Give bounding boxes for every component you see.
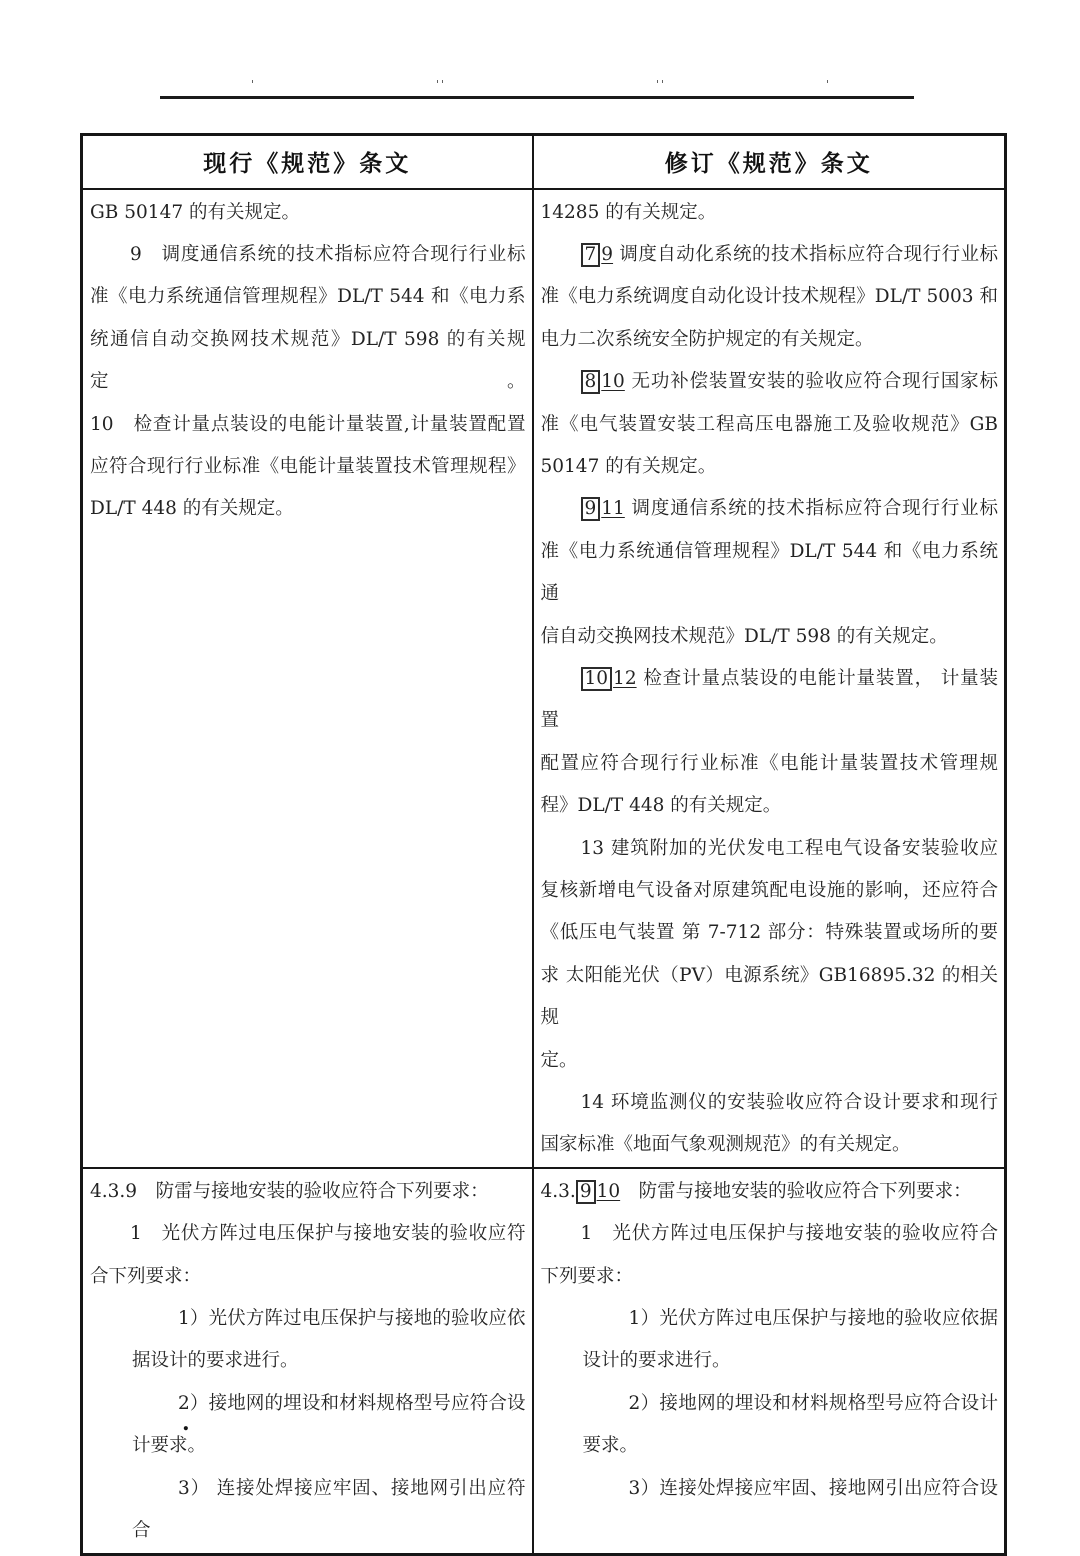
text-line bbox=[90, 404, 526, 446]
text-run: 准《电力系统调度自动化设计技术规程》DL/T 5003 和 bbox=[540, 286, 998, 308]
cell-current-clause-row2 bbox=[82, 1168, 533, 1554]
text-run: 50147 的有关规定。 bbox=[540, 455, 717, 477]
stray-mark: '' bbox=[436, 78, 447, 91]
text-line bbox=[541, 1124, 999, 1166]
text-line bbox=[541, 955, 999, 1040]
text-line bbox=[90, 319, 526, 404]
text-run: 10 检查计量点装设的电能计量装置,计量装置配置 bbox=[90, 413, 526, 435]
text-run: 程》DL/T 448 的有关规定。 bbox=[540, 795, 782, 817]
text-line bbox=[132, 1340, 526, 1382]
text-run: 3） 连接处焊接应牢固、接地网引出应符合 bbox=[132, 1477, 526, 1542]
text-run: 信自动交换网技术规范》DL/T 598 的有关规定。 bbox=[540, 625, 948, 647]
text-line bbox=[132, 1425, 526, 1467]
text-line bbox=[90, 1213, 526, 1255]
text-line bbox=[90, 234, 526, 276]
text-line bbox=[583, 1425, 999, 1467]
text-line bbox=[541, 785, 999, 827]
text-line bbox=[90, 1256, 526, 1298]
text-line bbox=[541, 1082, 999, 1124]
text-line bbox=[541, 319, 999, 361]
text-line bbox=[583, 1468, 999, 1510]
text-line bbox=[541, 828, 999, 870]
text-line bbox=[541, 404, 999, 446]
inserted-clause-number: 12 bbox=[613, 667, 637, 689]
text-run: 调度自动化系统的技术指标应符合现行行业标 bbox=[613, 243, 998, 265]
text-line bbox=[583, 1383, 999, 1425]
text-line bbox=[541, 616, 999, 658]
table-row bbox=[82, 1168, 1006, 1554]
text-line bbox=[132, 1468, 526, 1553]
text-line bbox=[132, 1383, 526, 1425]
text-run: 检查计量点装设的电能计量装置， 计量装置 bbox=[540, 667, 998, 732]
stray-mark: ' bbox=[826, 78, 832, 91]
text-run: 电力二次系统安全防护规定的有关规定。 bbox=[540, 328, 874, 350]
cell-current-clause-row1 bbox=[82, 189, 533, 1168]
text-line bbox=[541, 1256, 999, 1298]
text-run: 3）连接处焊接应牢固、接地网引出应符合设 bbox=[628, 1477, 998, 1499]
text-run: DL/T 448 的有关规定。 bbox=[90, 498, 294, 520]
text-line bbox=[541, 192, 999, 234]
column-header-revised-clause: 修订《规范》条文 bbox=[533, 135, 1006, 189]
inserted-clause-number: 9 bbox=[601, 243, 614, 265]
text-run: 复核新增电气设备对原建筑配电设施的影响，还应符合 bbox=[540, 880, 998, 901]
text-run: 配置应符合现行行业标准《电能计量装置技术管理规 bbox=[540, 752, 998, 774]
text-run: 14 环境监测仪的安装验收应符合设计要求和现行 bbox=[580, 1092, 998, 1114]
text-run: 14285 的有关规定。 bbox=[540, 201, 717, 223]
stray-mark: '' bbox=[656, 78, 667, 91]
text-run: 1 光伏方阵过电压保护与接地安装的验收应符合 bbox=[580, 1223, 998, 1245]
column-header-current-clause: 现行《规范》条文 bbox=[82, 135, 533, 189]
text-run: 求 太阳能光伏（PV）电源系统》GB16895.32 的相关规 bbox=[540, 964, 998, 1029]
text-line bbox=[90, 276, 526, 318]
text-line bbox=[90, 446, 526, 488]
text-run: 统通信自动交换网技术规范》DL/T 598 的有关规定。 bbox=[90, 328, 526, 393]
text-line bbox=[583, 1340, 999, 1382]
text-run: 2）接地网的埋设和材料规格型号应符合设 bbox=[178, 1392, 526, 1414]
text-run: 设计的要求进行。 bbox=[582, 1350, 731, 1372]
text-run: 计要求。 bbox=[132, 1435, 207, 1457]
stray-dot: . bbox=[182, 1410, 190, 1436]
cell-revised-clause-row1 bbox=[533, 189, 1006, 1168]
text-run: 应符合现行行业标准《电能计量装置技术管理规程》 bbox=[90, 455, 526, 477]
text-run: 据设计的要求进行。 bbox=[132, 1350, 299, 1372]
text-run: 准《电力系统通信管理规程》DL/T 544 和《电力系 bbox=[90, 286, 526, 308]
text-run: GB 50147 的有关规定。 bbox=[90, 201, 300, 223]
text-line bbox=[541, 488, 999, 530]
text-line bbox=[541, 1040, 999, 1082]
text-line bbox=[541, 912, 999, 954]
text-line bbox=[583, 1298, 999, 1340]
text-line bbox=[541, 276, 999, 318]
text-run: 要求。 bbox=[582, 1435, 639, 1457]
header-rule bbox=[160, 96, 914, 99]
text-run: 防雷与接地安装的验收应符合下列要求： bbox=[620, 1180, 972, 1202]
text-line bbox=[90, 488, 526, 530]
text-run: 2）接地网的埋设和材料规格型号应符合设计 bbox=[628, 1392, 998, 1414]
deleted-clause-number: 9 bbox=[581, 497, 601, 521]
text-line bbox=[541, 1213, 999, 1255]
cell-revised-clause-row2 bbox=[533, 1168, 1006, 1554]
text-line bbox=[541, 658, 999, 743]
text-run: 1）光伏方阵过电压保护与接地的验收应依 bbox=[178, 1308, 526, 1330]
text-run: 13 建筑附加的光伏发电工程电气设备安装验收应 bbox=[580, 837, 998, 859]
text-line bbox=[541, 446, 999, 488]
table-header-row bbox=[82, 135, 1006, 189]
text-run: 9 调度通信系统的技术指标应符合现行行业标 bbox=[130, 243, 526, 265]
deleted-clause-number: 7 bbox=[581, 243, 601, 267]
text-line bbox=[541, 1171, 999, 1213]
text-line bbox=[541, 743, 999, 785]
text-run: 调度通信系统的技术指标应符合现行行业标 bbox=[624, 498, 998, 520]
text-line bbox=[541, 361, 999, 403]
stray-mark: ' bbox=[251, 78, 257, 91]
text-run: 1 光伏方阵过电压保护与接地安装的验收应符 bbox=[130, 1223, 526, 1245]
deleted-clause-number: 10 bbox=[581, 667, 613, 691]
text-line bbox=[90, 192, 526, 234]
text-run: 下列要求： bbox=[540, 1265, 634, 1287]
text-line bbox=[541, 531, 999, 616]
deleted-clause-number: 9 bbox=[576, 1180, 596, 1204]
text-run: 准《电气装置安装工程高压电器施工及验收规范》GB bbox=[540, 413, 998, 435]
clause-comparison-table bbox=[80, 133, 1007, 1556]
table-row bbox=[82, 189, 1006, 1168]
text-line bbox=[541, 870, 999, 912]
inserted-clause-number: 10 bbox=[596, 1180, 621, 1202]
text-run: 准《电力系统通信管理规程》DL/T 544 和《电力系统通 bbox=[540, 540, 998, 605]
text-line bbox=[90, 1171, 526, 1213]
inserted-clause-number: 10 bbox=[601, 371, 625, 393]
text-line bbox=[132, 1298, 526, 1340]
text-run: 定。 bbox=[540, 1049, 578, 1071]
text-run: 合下列要求： bbox=[90, 1265, 202, 1287]
text-run: 4.3.9 防雷与接地安装的验收应符合下列要求： bbox=[90, 1180, 489, 1202]
text-run: 国家标准《地面气象观测规范》的有关规定。 bbox=[540, 1134, 911, 1156]
text-line bbox=[541, 234, 999, 276]
text-run: 《低压电气装置 第 7-712 部分：特殊装置或场所的要 bbox=[540, 922, 998, 944]
text-run: 无功补偿装置安装的验收应符合现行国家标 bbox=[624, 371, 998, 393]
deleted-clause-number: 8 bbox=[581, 370, 601, 394]
text-run: 4.3. bbox=[540, 1180, 576, 1202]
text-run: 1）光伏方阵过电压保护与接地的验收应依据 bbox=[628, 1308, 998, 1330]
inserted-clause-number: 11 bbox=[601, 498, 625, 520]
